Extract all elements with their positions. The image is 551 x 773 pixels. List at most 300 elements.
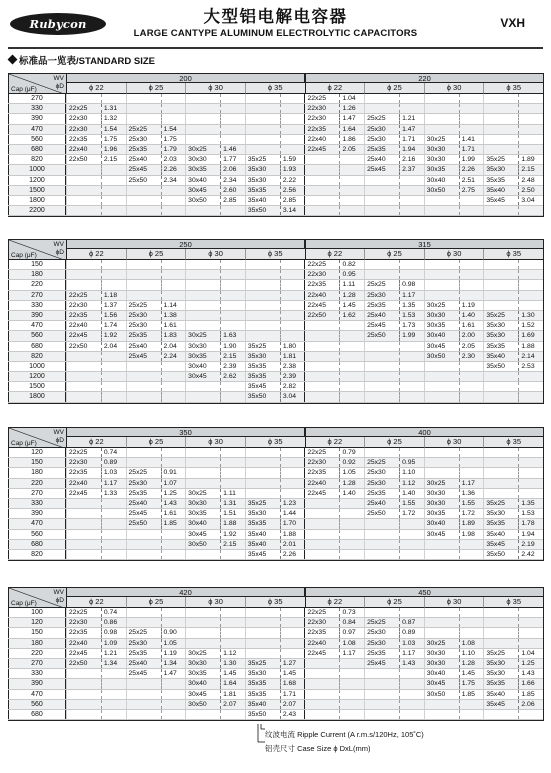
- case-size: 30x50: [425, 186, 460, 195]
- spec-cell: [424, 499, 484, 508]
- case-size: [484, 628, 519, 637]
- spec-cell: [66, 352, 126, 361]
- spec-cell: [483, 628, 543, 637]
- case-size: [127, 206, 162, 215]
- ripple-current: 1.59: [282, 156, 297, 164]
- spec-cell: [245, 448, 305, 457]
- table-row: [8, 618, 543, 628]
- ripple-current: 1.19: [163, 649, 177, 657]
- ripple-current: [519, 145, 543, 154]
- case-size: 25x35: [127, 331, 162, 340]
- spec-cell: [66, 649, 126, 658]
- case-size: [425, 114, 460, 123]
- case-size: [365, 382, 400, 391]
- spec-cell: [424, 342, 484, 351]
- ripple-current: [400, 679, 424, 688]
- spec-cell: [126, 331, 186, 340]
- case-size: [305, 362, 340, 371]
- ripple-current: 1.66: [521, 680, 535, 688]
- spec-cell: [66, 392, 126, 401]
- spec-cell: [66, 362, 126, 371]
- header-divider: [8, 47, 543, 49]
- case-size: [186, 321, 221, 330]
- capacitance-value: 470: [8, 321, 66, 330]
- spec-cell: [245, 628, 305, 637]
- case-size: 22x25: [67, 448, 102, 457]
- spec-cell: [364, 608, 424, 617]
- spec-cell: [364, 669, 424, 678]
- spec-cell: [304, 372, 364, 381]
- case-size: [246, 270, 281, 279]
- capacitance-value: 150: [8, 628, 66, 637]
- spec-cell: [364, 540, 424, 549]
- spec-cell: [424, 206, 484, 215]
- spec-cell: [66, 499, 126, 508]
- table-row: [8, 608, 543, 618]
- spec-cell: [424, 145, 484, 154]
- case-size: [484, 291, 519, 300]
- case-size: [127, 690, 162, 699]
- spec-cell: [424, 669, 484, 678]
- case-size: [305, 372, 340, 381]
- spec-cell: [245, 392, 305, 401]
- spec-cell: [245, 639, 305, 648]
- case-size: 35x45: [484, 700, 519, 709]
- spec-cell: [185, 618, 245, 627]
- ripple-current: [340, 362, 364, 371]
- spec-cell: [126, 186, 186, 195]
- case-size: [67, 392, 102, 401]
- capacitance-value: 1800: [8, 392, 66, 401]
- spec-cell: [126, 165, 186, 174]
- ripple-current: [102, 165, 126, 174]
- case-size: [365, 352, 400, 361]
- spec-cell: [364, 550, 424, 559]
- case-size: [305, 690, 340, 699]
- case-size: [305, 659, 340, 668]
- wv-label: WV: [53, 241, 64, 248]
- case-size: 22x30: [305, 618, 340, 627]
- capacitance-value: 120: [8, 618, 66, 627]
- case-size: [246, 114, 281, 123]
- capacitance-value: 390: [8, 311, 66, 320]
- case-size: [186, 280, 221, 289]
- case-size: 25x40: [127, 155, 162, 164]
- case-size: [484, 94, 519, 103]
- spec-cell: [66, 690, 126, 699]
- spec-cell: [483, 155, 543, 164]
- case-size: [305, 509, 340, 518]
- ripple-current: 1.93: [282, 166, 297, 174]
- case-size: 35x30: [246, 176, 281, 185]
- ripple-current: [102, 679, 126, 688]
- capacitance-value: 820: [8, 550, 66, 559]
- case-size: 35x45: [484, 540, 519, 549]
- spec-cell: [245, 618, 305, 627]
- case-size: 30x50: [425, 690, 460, 699]
- ripple-current: [460, 392, 484, 401]
- spec-cell: [424, 628, 484, 637]
- ripple-current: 1.56: [103, 311, 118, 319]
- case-size: [186, 94, 221, 103]
- spec-cell: [126, 125, 186, 134]
- ripple-current: [281, 114, 305, 123]
- spec-cell: [245, 291, 305, 300]
- spec-cell: [185, 94, 245, 103]
- ripple-current: 1.36: [461, 489, 475, 497]
- spec-cell: [245, 659, 305, 668]
- case-size: 25x45: [365, 321, 400, 330]
- spec-cell: [483, 479, 543, 488]
- case-size: [305, 710, 340, 719]
- spec-cell: [304, 176, 364, 185]
- case-size: 22x25: [67, 608, 102, 617]
- section-title-text: 标准品一览表/STANDARD SIZE: [19, 56, 155, 67]
- ripple-current: 2.07: [223, 700, 237, 708]
- case-size: 30x40: [186, 362, 221, 371]
- ripple-current: 2.04: [103, 342, 118, 350]
- case-size: [425, 362, 460, 371]
- case-size: 35x40: [246, 540, 281, 549]
- ripple-current: 2.39: [282, 373, 297, 381]
- spec-cell: [364, 628, 424, 637]
- spec-cell: [66, 291, 126, 300]
- case-size: [186, 639, 221, 648]
- ripple-current: [340, 196, 364, 205]
- ripple-current: 1.32: [103, 115, 118, 123]
- case-size: 22x30: [67, 125, 102, 134]
- ripple-current: [162, 618, 186, 627]
- capacitance-value: 330: [8, 499, 66, 508]
- spec-cell: [304, 489, 364, 498]
- ripple-current: [162, 392, 186, 401]
- ripple-current: [519, 479, 543, 488]
- case-size: [305, 499, 340, 508]
- spec-cell: [66, 186, 126, 195]
- spec-cell: [66, 206, 126, 215]
- spec-cell: [304, 321, 364, 330]
- case-size: [186, 301, 221, 310]
- voltage-header: 315: [305, 239, 544, 249]
- spec-cell: [66, 104, 126, 113]
- case-size: 30x40: [186, 519, 221, 528]
- spec-cell: [185, 291, 245, 300]
- case-size: 22x25: [305, 448, 340, 457]
- ripple-current: [102, 362, 126, 371]
- ripple-current: 1.99: [461, 156, 475, 164]
- spec-cell: [304, 448, 364, 457]
- case-size: 30x30: [186, 499, 221, 508]
- spec-cell: [483, 321, 543, 330]
- ripple-current: 0.89: [103, 459, 118, 467]
- spec-cell: [364, 176, 424, 185]
- case-size: 30x40: [425, 176, 460, 185]
- spec-cell: [66, 165, 126, 174]
- table-row: [8, 135, 543, 145]
- spec-cell: [364, 291, 424, 300]
- case-size: [425, 550, 460, 559]
- case-size: 35x25: [246, 499, 281, 508]
- case-size: [186, 479, 221, 488]
- ripple-current: [460, 628, 484, 637]
- ripple-current: [519, 280, 543, 289]
- spec-cell: [424, 125, 484, 134]
- spec-cell: [304, 499, 364, 508]
- capacitance-value: 2200: [8, 206, 66, 215]
- ripple-current: [519, 125, 543, 134]
- spec-cell: [364, 145, 424, 154]
- case-size: 22x35: [305, 628, 340, 637]
- diameter-header-d22: ϕ 22: [305, 83, 365, 94]
- spec-cell: [66, 468, 126, 477]
- ripple-current: [221, 270, 245, 279]
- spec-cell: [304, 700, 364, 709]
- case-size: 30x30: [186, 155, 221, 164]
- spec-cell: [304, 509, 364, 518]
- capacitor-table-350-400: [8, 427, 544, 561]
- ripple-current: [460, 104, 484, 113]
- ripple-current: [519, 618, 543, 627]
- spec-cell: [304, 540, 364, 549]
- capacitance-value: 220: [8, 649, 66, 658]
- ripple-current: [519, 372, 543, 381]
- capacitance-value: 470: [8, 690, 66, 699]
- ripple-current: [281, 618, 305, 627]
- ripple-current: 1.27: [282, 659, 297, 667]
- spec-cell: [185, 468, 245, 477]
- table-corner-cell: [8, 427, 66, 448]
- case-size: [365, 530, 400, 539]
- spec-cell: [364, 94, 424, 103]
- case-size: 22x45: [67, 331, 102, 340]
- ripple-current: 1.54: [163, 125, 177, 133]
- ripple-current: [281, 468, 305, 477]
- ripple-current: 1.40: [461, 311, 475, 319]
- ripple-current: [460, 448, 484, 457]
- spec-cell: [126, 206, 186, 215]
- case-size: [127, 618, 162, 627]
- diameter-header-row: [66, 249, 544, 260]
- spec-cell: [483, 94, 543, 103]
- case-size: [305, 352, 340, 361]
- spec-cell: [126, 700, 186, 709]
- ripple-current: [221, 628, 245, 637]
- ripple-current: [340, 509, 364, 518]
- case-size: 25x30: [365, 479, 400, 488]
- spec-cell: [126, 690, 186, 699]
- ripple-current: [102, 540, 126, 549]
- ripple-current: [340, 331, 364, 340]
- ripple-current: 1.53: [521, 510, 535, 518]
- ripple-current: 1.86: [342, 135, 356, 143]
- spec-cell: [304, 352, 364, 361]
- ripple-current: 1.70: [282, 520, 297, 528]
- spec-cell: [126, 196, 186, 205]
- spec-cell: [245, 331, 305, 340]
- case-size: [127, 372, 162, 381]
- spec-cell: [424, 530, 484, 539]
- ripple-current: 2.26: [163, 166, 177, 174]
- table-row: [8, 301, 543, 311]
- ripple-current: 2.34: [163, 176, 177, 184]
- case-size: [425, 260, 460, 269]
- case-size: [246, 321, 281, 330]
- ripple-current: 1.94: [521, 530, 535, 538]
- case-size: [127, 94, 162, 103]
- rubycon-logo: Rubycon: [10, 13, 106, 35]
- spec-cell: [304, 628, 364, 637]
- case-size: 22x40: [67, 479, 102, 488]
- spec-cell: [185, 659, 245, 668]
- spec-cell: [126, 145, 186, 154]
- table-row: [8, 458, 543, 468]
- spec-cell: [424, 291, 484, 300]
- diameter-header-row: [66, 597, 544, 608]
- spec-cell: [126, 659, 186, 668]
- spec-cell: [364, 372, 424, 381]
- case-size: [425, 540, 460, 549]
- spec-cell: [424, 196, 484, 205]
- case-size: [484, 618, 519, 627]
- case-size: [365, 392, 400, 401]
- ripple-current: 0.87: [402, 619, 416, 627]
- ripple-current: [281, 94, 305, 103]
- spec-cell: [185, 352, 245, 361]
- table-row: [8, 509, 543, 519]
- ripple-current: [221, 125, 245, 134]
- spec-cell: [66, 196, 126, 205]
- case-size: [365, 710, 400, 719]
- case-size: [246, 479, 281, 488]
- capacitance-value: 390: [8, 114, 66, 123]
- ripple-current: [340, 669, 364, 678]
- case-size: [484, 125, 519, 134]
- ripple-current: [281, 331, 305, 340]
- table-row: [8, 362, 543, 372]
- ripple-current: [519, 639, 543, 648]
- diameter-header-d35: ϕ 35: [245, 249, 305, 260]
- case-size: [484, 301, 519, 310]
- case-size: [246, 649, 281, 658]
- case-size: 25x30: [365, 639, 400, 648]
- ripple-current: [281, 145, 305, 154]
- ripple-current: 0.73: [342, 609, 356, 616]
- spec-cell: [245, 260, 305, 269]
- ripple-current: 2.05: [461, 342, 475, 350]
- ripple-current: [460, 550, 484, 559]
- spec-cell: [483, 679, 543, 688]
- spec-cell: [245, 669, 305, 678]
- case-size: [425, 618, 460, 627]
- spec-cell: [304, 270, 364, 279]
- case-size: 30x40: [186, 679, 221, 688]
- case-size: [246, 135, 281, 144]
- spec-cell: [126, 618, 186, 627]
- wv-label: WV: [53, 589, 64, 596]
- spec-cell: [424, 468, 484, 477]
- spec-cell: [66, 342, 126, 351]
- spec-cell: [364, 700, 424, 709]
- spec-cell: [245, 468, 305, 477]
- ripple-current: 1.55: [461, 499, 475, 507]
- ripple-current: 1.30: [521, 311, 535, 319]
- ripple-current: [162, 94, 186, 103]
- spec-cell: [304, 94, 364, 103]
- case-size: 35x30: [246, 352, 281, 361]
- ripple-current: 1.83: [163, 332, 177, 340]
- ripple-current: 1.19: [461, 301, 475, 309]
- case-size: [246, 331, 281, 340]
- spec-cell: [126, 176, 186, 185]
- spec-cell: [185, 125, 245, 134]
- spec-cell: [126, 628, 186, 637]
- ripple-current: [340, 176, 364, 185]
- diameter-header-d35: ϕ 35: [245, 437, 305, 448]
- spec-cell: [185, 270, 245, 279]
- case-size: [365, 540, 400, 549]
- table-row: [8, 669, 543, 679]
- table-row: [8, 260, 543, 270]
- ripple-current: [400, 176, 424, 185]
- case-size: 30x45: [425, 342, 460, 351]
- ripple-current: [162, 186, 186, 195]
- ripple-current: [400, 448, 424, 457]
- ripple-current: [102, 382, 126, 391]
- capacitance-value: 470: [8, 125, 66, 134]
- case-size: 30x35: [186, 509, 221, 518]
- case-size: [127, 260, 162, 269]
- spec-cell: [185, 690, 245, 699]
- ripple-current: 0.74: [103, 449, 118, 456]
- case-size: [365, 362, 400, 371]
- ripple-current: 1.41: [461, 135, 475, 143]
- case-size: 22x50: [67, 155, 102, 164]
- case-size: 30x25: [186, 145, 221, 154]
- ripple-current: [340, 352, 364, 361]
- case-size: 35x30: [484, 509, 519, 518]
- ripple-current: 1.35: [402, 301, 416, 309]
- spec-cell: [126, 392, 186, 401]
- case-size: [67, 270, 102, 279]
- case-size: 22x40: [305, 639, 340, 648]
- ripple-current: 3.14: [282, 207, 297, 215]
- spec-cell: [126, 669, 186, 678]
- diameter-header-d35: ϕ 35: [483, 249, 543, 260]
- table-row: [8, 382, 543, 392]
- table-row: [8, 176, 543, 186]
- spec-cell: [424, 270, 484, 279]
- voltage-header: 250: [66, 239, 305, 249]
- spec-cell: [424, 659, 484, 668]
- case-size: 30x45: [186, 372, 221, 381]
- spec-cell: [483, 710, 543, 719]
- ripple-current: [340, 690, 364, 699]
- ripple-current: 2.53: [521, 362, 535, 370]
- ripple-current: [102, 206, 126, 215]
- ripple-current: [281, 125, 305, 134]
- case-size: 30x30: [425, 155, 460, 164]
- ripple-current: [340, 519, 364, 528]
- case-size: [305, 530, 340, 539]
- case-size: [186, 710, 221, 719]
- capacitance-value: 180: [8, 270, 66, 279]
- wv-label: WV: [53, 429, 64, 436]
- ripple-current: 2.24: [163, 352, 177, 360]
- spec-cell: [126, 104, 186, 113]
- spec-cell: [304, 342, 364, 351]
- ripple-current: [340, 710, 364, 719]
- ripple-current: 1.73: [402, 322, 416, 330]
